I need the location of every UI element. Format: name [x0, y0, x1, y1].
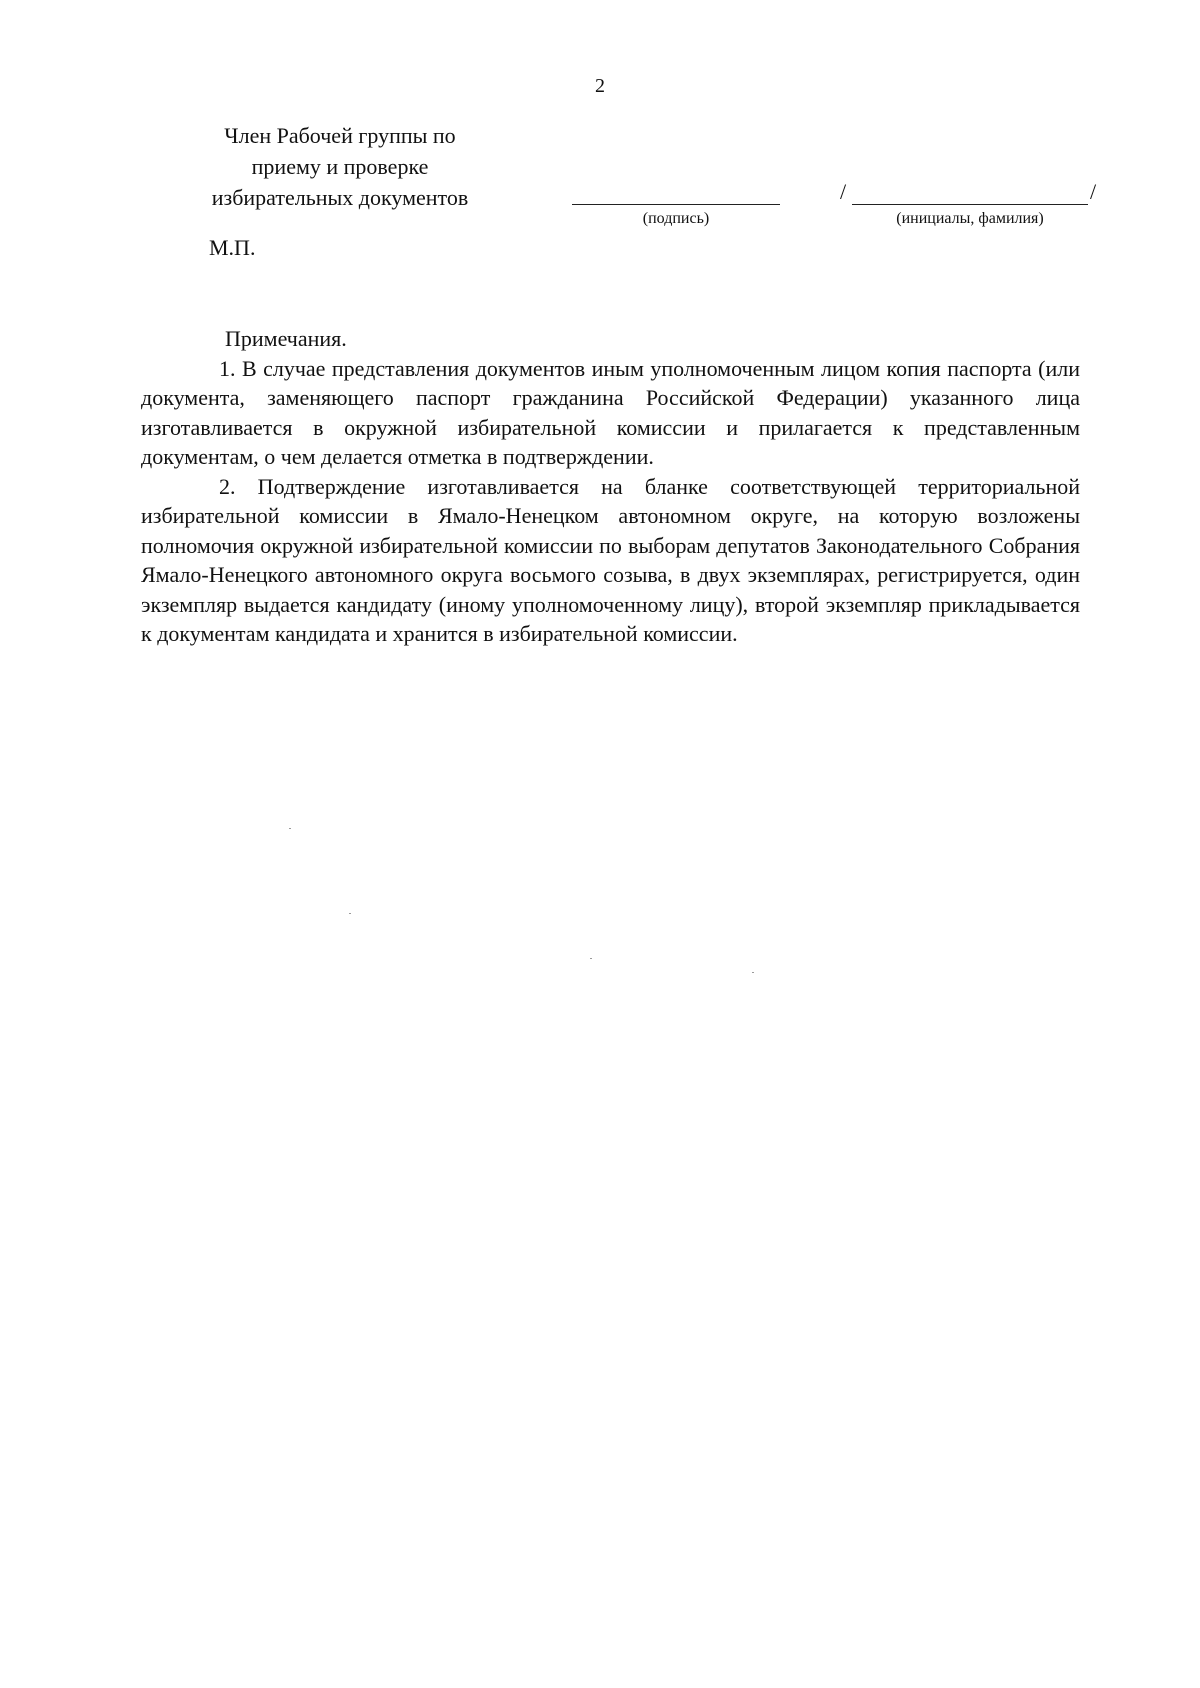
note-item-2: 2. Подтверждение изготавливается на бланке соответствующей территориальной избирательной комиссии в Ямало-Ненецком автономном округе, на которую возложены полномочия окружной избирательной комиссии по выборам депутатов Законодательного Собрания Ямало-Ненецкого автономного округа восьмого созыва, в двух экземплярах, регистрируется, один экземпляр выдается кандидату (иному уполномоченному лицу), второй экземпляр прикладывается к документам кандидата и хранится в избирательной комиссии.: [141, 473, 1080, 646]
scan-speck: [752, 972, 754, 973]
stamp-label: М.П.: [209, 235, 256, 260]
name-line: [852, 204, 1088, 205]
notes-section: [141, 324, 1080, 649]
scan-speck: [349, 913, 351, 914]
notes-title: Примечания.: [225, 326, 347, 351]
signatory-title-line-2: приему и проверке: [251, 154, 429, 179]
signature-line: [572, 204, 780, 205]
signature-caption: (подпись): [642, 210, 710, 227]
scan-speck: [590, 958, 592, 959]
note-item-1: 1. В случае представления документов иным уполномоченным лицом копия паспорта (или документа, заменяющего паспорт гражданина Российской Федерации) указанного лица изготавливается в окружной избирательной комиссии и прилагается к представленным документам, о чем делается отметка в подтверждении.: [141, 355, 1080, 469]
name-caption: (инициалы, фамилия): [896, 210, 1044, 227]
signatory-title: [180, 120, 500, 213]
signatory-title-line-3: избирательных документов: [211, 185, 469, 210]
scan-speck: [289, 828, 291, 829]
signatory-title-line-1: Член Рабочей группы по: [224, 123, 456, 148]
name-slash-left: /: [840, 179, 847, 204]
name-slash-right: /: [1090, 179, 1097, 204]
page-number: 2: [595, 75, 605, 97]
